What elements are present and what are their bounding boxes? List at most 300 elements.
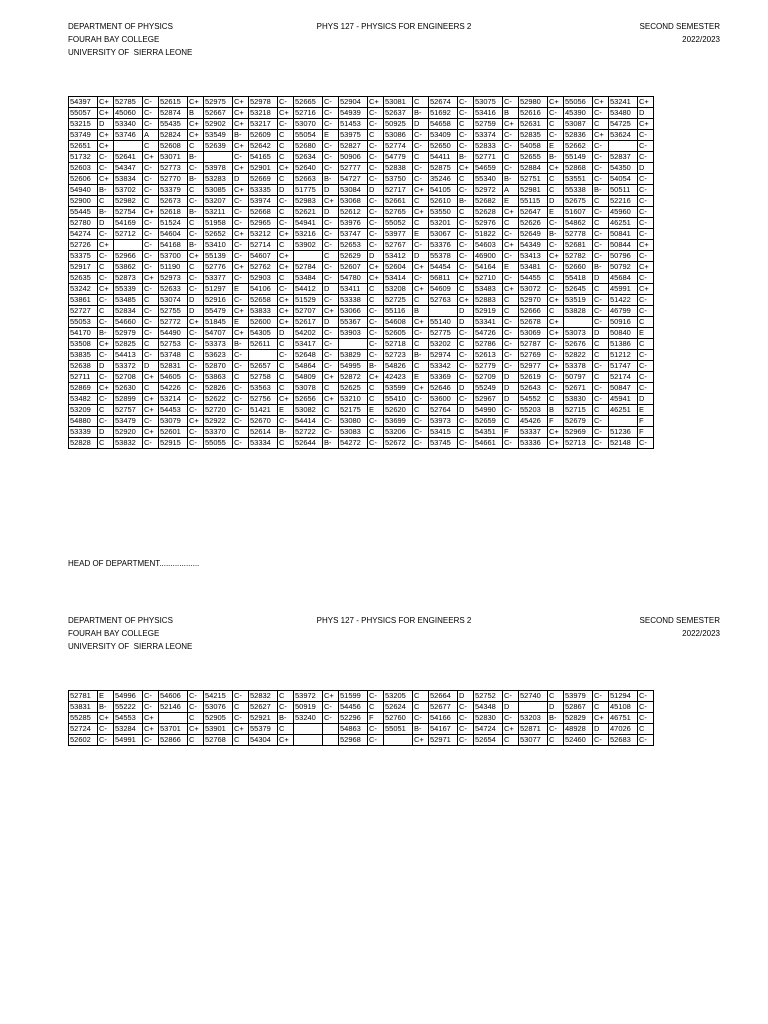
student-id-cell: 52919 [474,306,503,317]
grade-cell: C [278,130,294,141]
grade-cell: C- [233,405,249,416]
grade-cell: C+ [638,284,654,295]
grade-cell: C+ [413,317,429,328]
student-id-cell: 56811 [429,273,458,284]
student-id-cell: 54349 [519,240,548,251]
student-id-cell: 53831 [69,702,98,713]
student-id-cell: 52672 [384,438,413,449]
student-id-cell: 55056 [564,97,593,108]
student-id-cell: 55149 [564,152,593,163]
student-id-cell [564,317,593,328]
grade-cell: C- [548,383,564,394]
student-id-cell: 54725 [609,119,638,130]
grade-cell: B- [593,262,609,273]
student-id-cell: 55378 [429,251,458,262]
student-id-cell: 52714 [249,240,278,251]
grade-cell: C- [638,691,654,702]
grade-cell: C- [323,273,339,284]
grade-cell: C- [413,394,429,405]
grade-cell: C- [368,229,384,240]
student-id-cell: 52764 [429,405,458,416]
student-id-cell: 52609 [249,130,278,141]
student-id-cell: 54412 [294,284,323,295]
grade-cell: C- [548,130,564,141]
student-id-cell: 52774 [384,141,413,152]
grade-cell: C+ [413,735,429,746]
student-id-cell: 54305 [249,328,278,339]
student-id-cell: 52607 [339,262,368,273]
student-id-cell: 53066 [339,306,368,317]
course-title: PHYS 127 - PHYSICS FOR ENGINEERS 2 [316,22,472,31]
grade-cell: C [503,306,519,317]
student-id-cell: 52826 [204,383,233,394]
grade-cell: B- [323,174,339,185]
grades-table-1 [68,96,654,449]
grade-cell: C- [233,196,249,207]
student-id-cell: 52614 [249,427,278,438]
student-id-cell: 52621 [294,207,323,218]
student-id-cell: 53863 [204,372,233,383]
student-id-cell: 52648 [294,350,323,361]
grade-cell: D [278,185,294,196]
college-name: FOURAH BAY COLLEGE [68,629,160,638]
grade-cell: C [503,218,519,229]
grade-cell: C- [368,691,384,702]
student-id-cell: 52868 [564,163,593,174]
student-id-cell: 53624 [609,130,638,141]
table-row [69,108,654,119]
grade-cell: C- [458,372,474,383]
grade-cell: B- [413,724,429,735]
grade-cell: C- [548,108,564,119]
grade-cell: C- [368,306,384,317]
grade-cell: C- [593,438,609,449]
term-block [640,20,720,46]
grade-cell: C+ [638,97,654,108]
grade-cell: C [278,724,294,735]
grade-cell: C- [98,372,114,383]
student-id-cell: 52723 [384,350,413,361]
grade-cell: C- [638,735,654,746]
student-id-cell: 52678 [519,317,548,328]
grade-cell: C- [188,405,204,416]
grade-cell: D [593,328,609,339]
student-id-cell: 51529 [294,295,323,306]
student-id-cell: 53215 [69,119,98,130]
grade-cell: C+ [233,262,249,273]
grade-cell: C+ [278,163,294,174]
grade-cell: D [98,218,114,229]
student-id-cell: 53745 [429,438,458,449]
student-id-cell: 55285 [69,713,98,724]
student-id-cell: 53973 [429,416,458,427]
grade-cell: C+ [188,130,204,141]
grade-cell: C- [593,383,609,394]
grade-cell: C [278,207,294,218]
grade-cell: C+ [98,339,114,350]
grade-cell: C- [188,328,204,339]
grade-cell: B- [548,229,564,240]
grade-cell: C- [278,350,294,361]
student-id-cell: 53903 [339,328,368,339]
grade-cell: C+ [278,229,294,240]
student-id-cell: 52216 [609,196,638,207]
grade-cell: B- [413,108,429,119]
grade-cell: B- [548,713,564,724]
grade-cell: A [143,130,159,141]
student-id-cell: 52669 [249,174,278,185]
grade-cell: C- [413,438,429,449]
grade-cell: C [278,372,294,383]
grade-cell: C- [638,295,654,306]
grade-cell: C+ [98,108,114,119]
student-id-cell: 53862 [114,262,143,273]
student-id-cell: 52825 [114,339,143,350]
grade-cell: C [368,383,384,394]
student-id-cell: 52146 [159,702,188,713]
student-id-cell: 51732 [69,152,98,163]
grade-cell: C+ [278,306,294,317]
student-id-cell: 52768 [204,735,233,746]
table-row [69,713,654,724]
grade-cell: C [503,295,519,306]
grade-cell: C [413,295,429,306]
student-id-cell [609,141,638,152]
student-id-cell: 53206 [384,427,413,438]
grade-cell: C [143,383,159,394]
student-id-cell: 54659 [474,163,503,174]
grade-cell: C+ [323,691,339,702]
student-id-cell: 52787 [519,339,548,350]
student-id-cell: 54826 [384,361,413,372]
grade-cell: C- [143,119,159,130]
academic-year: 2022/2023 [682,35,720,44]
grade-cell: C+ [98,97,114,108]
grade-cell: C- [188,273,204,284]
grade-cell: C+ [278,735,294,746]
student-id-cell: 54274 [69,229,98,240]
student-id-cell: 45108 [609,702,638,713]
student-id-cell: 52979 [114,328,143,339]
student-id-cell: 52972 [474,185,503,196]
grade-cell: C+ [548,97,564,108]
grade-cell: E [233,317,249,328]
grade-cell: C- [458,438,474,449]
grade-cell: C [188,350,204,361]
grade-cell: C+ [638,240,654,251]
grade-cell: D [503,394,519,405]
grade-cell: C+ [368,262,384,273]
student-id-cell: 52709 [474,372,503,383]
student-id-cell: 54724 [474,724,503,735]
student-id-cell: 53372 [114,361,143,372]
student-id-cell: 53084 [339,185,368,196]
table-row [69,735,654,746]
student-id-cell: 52976 [474,218,503,229]
grade-cell: C- [458,735,474,746]
grade-cell: C- [98,163,114,174]
department-name: DEPARTMENT OF PHYSICS [68,616,173,625]
grade-cell: C+ [188,416,204,427]
student-id-cell: 54607 [249,251,278,262]
student-id-cell: 53975 [339,130,368,141]
grade-cell: C [323,383,339,394]
student-id-cell: 50792 [609,262,638,273]
grade-cell: C [413,361,429,372]
grade-cell: C [188,713,204,724]
grade-cell: B- [98,328,114,339]
grade-cell: C- [413,130,429,141]
student-id-cell: 53902 [294,240,323,251]
table-row [69,284,654,295]
grade-cell: C- [278,284,294,295]
student-id-cell: 53702 [114,185,143,196]
grade-cell: C- [548,218,564,229]
grade-cell: C- [458,713,474,724]
student-id-cell: 52712 [114,229,143,240]
grade-cell: E [503,196,519,207]
student-id-cell: 52875 [429,163,458,174]
grade-cell: C [413,405,429,416]
grade-cell: B- [278,427,294,438]
student-id-cell: 52651 [69,141,98,152]
student-id-cell: 54880 [69,416,98,427]
student-id-cell: 52644 [294,438,323,449]
grade-cell: C [548,273,564,284]
student-id-cell: 52967 [474,394,503,405]
student-id-cell: 53749 [69,130,98,141]
student-id-cell: 53747 [339,229,368,240]
student-id-cell: 53205 [384,691,413,702]
student-id-cell: 53241 [609,97,638,108]
student-id-cell: 52725 [384,295,413,306]
student-id-cell: 52722 [294,427,323,438]
grade-cell: E [368,405,384,416]
student-id-cell: 52915 [159,438,188,449]
table-row [69,724,654,735]
grade-cell: C- [458,262,474,273]
grade-cell: F [548,416,564,427]
grade-cell: C- [233,394,249,405]
student-id-cell: 52968 [339,735,368,746]
student-id-cell: 52753 [159,339,188,350]
grade-cell: C+ [233,185,249,196]
student-id-cell: 55249 [474,383,503,394]
student-id-cell: 50916 [609,317,638,328]
student-id-cell: 52716 [294,108,323,119]
student-id-cell: 54863 [339,724,368,735]
grade-cell: C+ [278,251,294,262]
student-id-cell: 52772 [159,317,188,328]
student-id-cell: 53830 [564,394,593,405]
student-id-cell: 53483 [474,284,503,295]
grade-cell: C [503,416,519,427]
grade-cell: B- [233,130,249,141]
student-id-cell: 54106 [249,284,278,295]
student-id-cell: 52680 [294,141,323,152]
student-id-cell: 54105 [429,185,458,196]
grade-cell: C- [143,251,159,262]
grade-cell: C [548,735,564,746]
student-id-cell: 52673 [159,196,188,207]
student-id-cell: 52754 [114,207,143,218]
grade-cell: C- [143,163,159,174]
student-id-cell: 55203 [519,405,548,416]
student-id-cell: 52777 [339,163,368,174]
grade-cell: C- [368,108,384,119]
grade-cell: D [368,185,384,196]
student-id-cell: 53071 [159,152,188,163]
grade-cell: C- [323,240,339,251]
student-id-cell: 53481 [519,262,548,273]
grade-cell: C- [458,97,474,108]
grade-cell: C- [593,207,609,218]
grade-cell: E [278,405,294,416]
grade-cell: C- [368,438,384,449]
student-id-cell: 53209 [69,405,98,416]
student-id-cell: 50925 [384,119,413,130]
student-id-cell: 52603 [69,163,98,174]
grade-cell: B [188,108,204,119]
grade-cell: E [413,229,429,240]
student-id-cell: 53214 [159,394,188,405]
grade-cell: C [458,174,474,185]
grade-cell: D [413,119,429,130]
student-id-cell: 54054 [609,174,638,185]
grade-cell: C- [368,196,384,207]
student-id-cell: 53479 [114,416,143,427]
student-id-cell: 53623 [204,350,233,361]
grade-cell: C+ [503,119,519,130]
grade-cell: C- [593,174,609,185]
student-id-cell: 54996 [114,691,143,702]
grade-cell: C- [323,97,339,108]
grade-cell: C- [593,361,609,372]
university-name: UNIVERSITY OF SIERRA LEONE [68,642,193,651]
student-id-cell: 53203 [519,713,548,724]
student-id-cell: 52175 [339,405,368,416]
student-id-cell: 46751 [609,713,638,724]
grade-cell: C- [143,691,159,702]
grade-cell: C [368,702,384,713]
student-id-cell [519,702,548,713]
student-id-cell: 45426 [519,416,548,427]
student-id-cell [429,306,458,317]
student-id-cell: 52620 [384,405,413,416]
grade-cell: C- [503,405,519,416]
grade-cell: C- [323,119,339,130]
student-id-cell: 45991 [609,284,638,295]
grade-cell: C+ [548,328,564,339]
grade-cell: C- [458,108,474,119]
student-id-cell: 54351 [474,427,503,438]
semester-label: SECOND SEMESTER [639,616,720,625]
table-row [69,416,654,427]
table-row [69,328,654,339]
grade-cell: C- [143,262,159,273]
student-id-cell: 52655 [519,152,548,163]
grade-cell: C- [638,196,654,207]
grade-cell: C [278,438,294,449]
student-id-cell: 52834 [114,306,143,317]
student-id-cell: 54609 [429,284,458,295]
student-id-cell: 55222 [114,702,143,713]
student-id-cell: 52174 [609,372,638,383]
grade-cell: C- [548,262,564,273]
grade-cell: C- [98,295,114,306]
student-id-cell: 50840 [609,328,638,339]
student-id-cell: 52612 [339,207,368,218]
grade-cell: C- [143,185,159,196]
student-id-cell: 52785 [114,97,143,108]
grade-cell: C+ [143,207,159,218]
student-id-cell: 52830 [474,713,503,724]
page-header-1 [68,20,720,64]
student-id-cell: 51453 [339,119,368,130]
student-id-cell: 54707 [204,328,233,339]
student-id-cell: 52662 [564,141,593,152]
grade-cell: C- [638,207,654,218]
student-id-cell: 46251 [609,405,638,416]
student-id-cell: 52779 [474,361,503,372]
student-id-cell: 52883 [474,295,503,306]
grade-cell: C- [593,240,609,251]
grade-cell: C+ [278,394,294,405]
student-id-cell: 52982 [114,196,143,207]
student-id-cell: 52708 [114,372,143,383]
student-id-cell: 52966 [114,251,143,262]
student-id-cell: 52608 [159,141,188,152]
student-id-cell: 52870 [204,361,233,372]
grade-cell: C- [458,328,474,339]
grade-cell: C- [278,196,294,207]
department-name: DEPARTMENT OF PHYSICS [68,22,173,31]
grade-cell: F [503,427,519,438]
grade-cell: C [413,702,429,713]
student-id-cell: 54990 [474,405,503,416]
student-id-cell [114,240,143,251]
student-id-cell: 54605 [159,372,188,383]
grade-cell: C- [458,394,474,405]
student-id-cell: 52654 [474,735,503,746]
student-id-cell: 52756 [249,394,278,405]
grade-cell: C- [638,306,654,317]
grade-cell: C- [638,361,654,372]
grade-cell: C+ [593,130,609,141]
student-id-cell: 47026 [609,724,638,735]
student-id-cell: 52683 [609,735,638,746]
grade-cell: C+ [278,295,294,306]
student-id-cell: 52770 [159,174,188,185]
grade-cell: D [368,251,384,262]
student-id-cell: 53480 [609,108,638,119]
student-id-cell: 52835 [519,130,548,141]
grade-cell: C [278,174,294,185]
grade-cell: C- [188,196,204,207]
student-id-cell: 53335 [249,185,278,196]
student-id-cell: 55052 [384,218,413,229]
grade-cell: C [368,394,384,405]
grade-cell: C- [368,339,384,350]
grade-cell [323,724,339,735]
student-id-cell: 54552 [519,394,548,405]
student-id-cell: 52629 [339,251,368,262]
student-id-cell: 52874 [159,108,188,119]
student-id-cell: 53835 [69,350,98,361]
grade-cell: C- [233,273,249,284]
student-id-cell: 54058 [519,141,548,152]
grade-cell: C [368,284,384,295]
